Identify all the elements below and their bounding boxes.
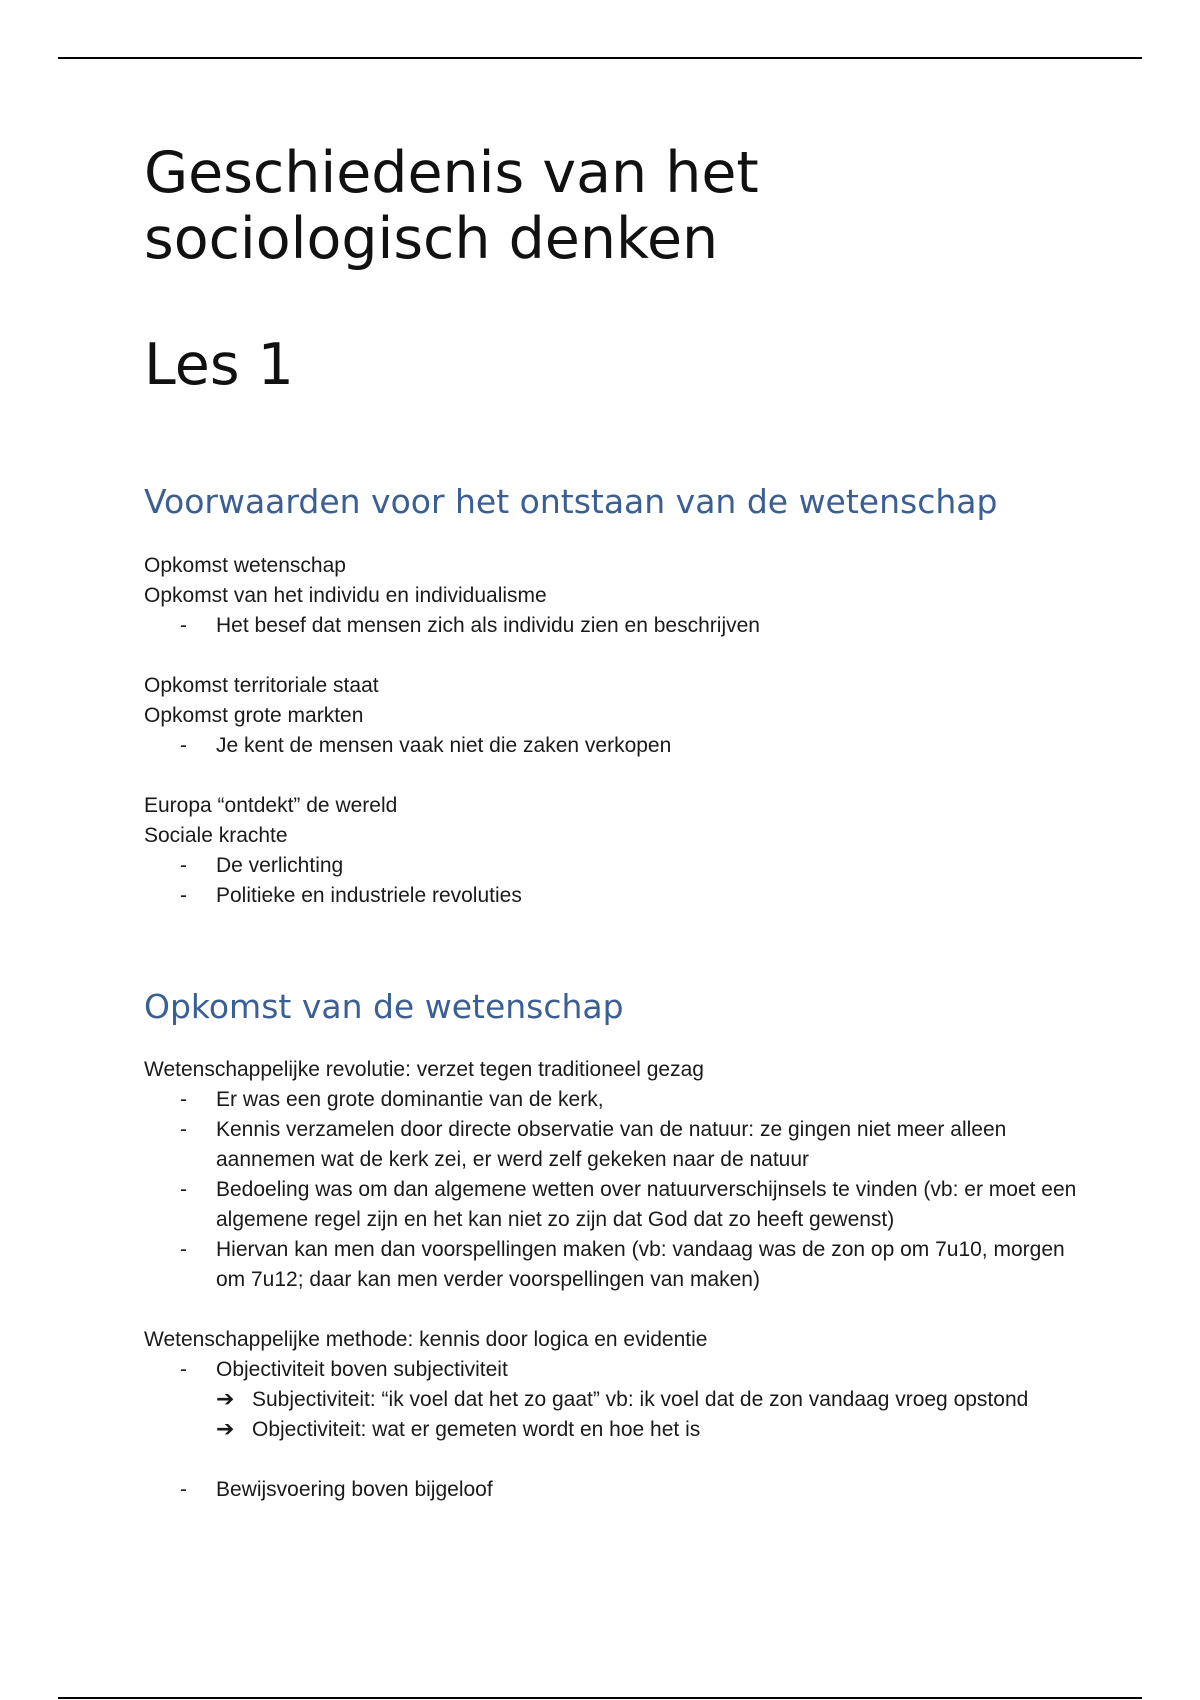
body-line: Opkomst grote markten (144, 704, 364, 727)
bullet-text: Hiervan kan men dan voorspellingen maken (vb: vandaag was de zon op om 7u10, morgen om 7u12; daar kan men verder voorspellingen van maken) (216, 1238, 1065, 1291)
dash-bullet-marker: - (180, 1358, 187, 1381)
section-heading-voorwaarden: Voorwaarden voor het ontstaan van de wetenschap (144, 482, 998, 521)
section-heading-opkomst: Opkomst van de wetenschap (144, 987, 624, 1026)
arrow-right-icon: ➔ (216, 1417, 235, 1442)
body-line: Wetenschappelijke revolutie: verzet tegen traditioneel gezag (144, 1058, 704, 1081)
bullet-text: Er was een grote dominantie van de kerk, (216, 1088, 604, 1111)
body-line: Sociale krachte (144, 824, 288, 847)
dash-bullet-marker: - (180, 734, 187, 757)
body-line: Opkomst territoriale staat (144, 674, 379, 697)
dash-bullet-marker: - (180, 1478, 187, 1501)
dash-bullet-marker: - (180, 1088, 187, 1111)
arrow-right-icon: ➔ (216, 1387, 235, 1412)
dash-bullet-marker: - (180, 854, 187, 877)
bullet-text: Het besef dat mensen zich als individu zien en beschrijven (216, 614, 760, 637)
body-line: Opkomst van het individu en individualisme (144, 584, 547, 607)
header-rule (58, 57, 1142, 59)
dash-bullet-marker: - (180, 1118, 187, 1141)
section-voorwaarden-body (144, 551, 1084, 911)
bullet-text: De verlichting (216, 854, 344, 877)
document-title-line-1: Geschiedenis van het (144, 140, 759, 206)
arrow-item-text: Subjectiviteit: “ik voel dat het zo gaat” vb: ik voel dat de zon vandaag vroeg opstond (252, 1388, 1029, 1411)
bullet-text: Objectiviteit boven subjectiviteit (216, 1358, 508, 1381)
bullet-item (144, 611, 1084, 641)
bullet-item (144, 1475, 1084, 1505)
dash-bullet-marker: - (180, 884, 187, 907)
spacer (144, 1445, 1084, 1475)
bullet-item (144, 1235, 1084, 1295)
bullet-text: Kennis verzamelen door directe observatie van de natuur: ze gingen niet meer alleen aannemen wat de kerk zei, er werd zelf gekeken naar de natuur (216, 1118, 1007, 1171)
bullet-item (144, 731, 1084, 761)
body-line: Europa “ontdekt” de wereld (144, 794, 398, 817)
footer-rule (58, 1697, 1142, 1699)
dash-bullet-marker: - (180, 614, 187, 637)
arrow-item (144, 1415, 1084, 1445)
arrow-item (144, 1385, 1084, 1415)
dash-bullet-marker: - (180, 1178, 187, 1201)
body-line: Wetenschappelijke methode: kennis door logica en evidentie (144, 1328, 708, 1351)
bullet-item (144, 1115, 1084, 1175)
bullet-item (144, 1355, 1084, 1385)
spacer (144, 761, 1084, 791)
document-title (144, 140, 1044, 272)
dash-bullet-marker: - (180, 1238, 187, 1261)
lesson-title: Les 1 (144, 332, 294, 398)
bullet-text: Je kent de mensen vaak niet die zaken verkopen (216, 734, 672, 757)
bullet-item (144, 1175, 1084, 1235)
body-line: Opkomst wetenschap (144, 554, 346, 577)
bullet-item (144, 1085, 1084, 1115)
bullet-text: Bewijsvoering boven bijgeloof (216, 1478, 493, 1501)
arrow-item-text: Objectiviteit: wat er gemeten wordt en hoe het is (252, 1418, 701, 1441)
document-title-line-2: sociologisch denken (144, 206, 719, 272)
spacer (144, 1295, 1084, 1325)
bullet-text: Bedoeling was om dan algemene wetten over natuurverschijnsels te vinden (vb: er moet een algemene regel zijn en het kan niet zo zijn dat God dat zo heeft gewenst) (216, 1178, 1077, 1231)
bullet-text: Politieke en industriele revoluties (216, 884, 522, 907)
bullet-item (144, 851, 1084, 881)
bullet-item (144, 881, 1084, 911)
section-opkomst-body (144, 1055, 1084, 1505)
spacer (144, 641, 1084, 671)
